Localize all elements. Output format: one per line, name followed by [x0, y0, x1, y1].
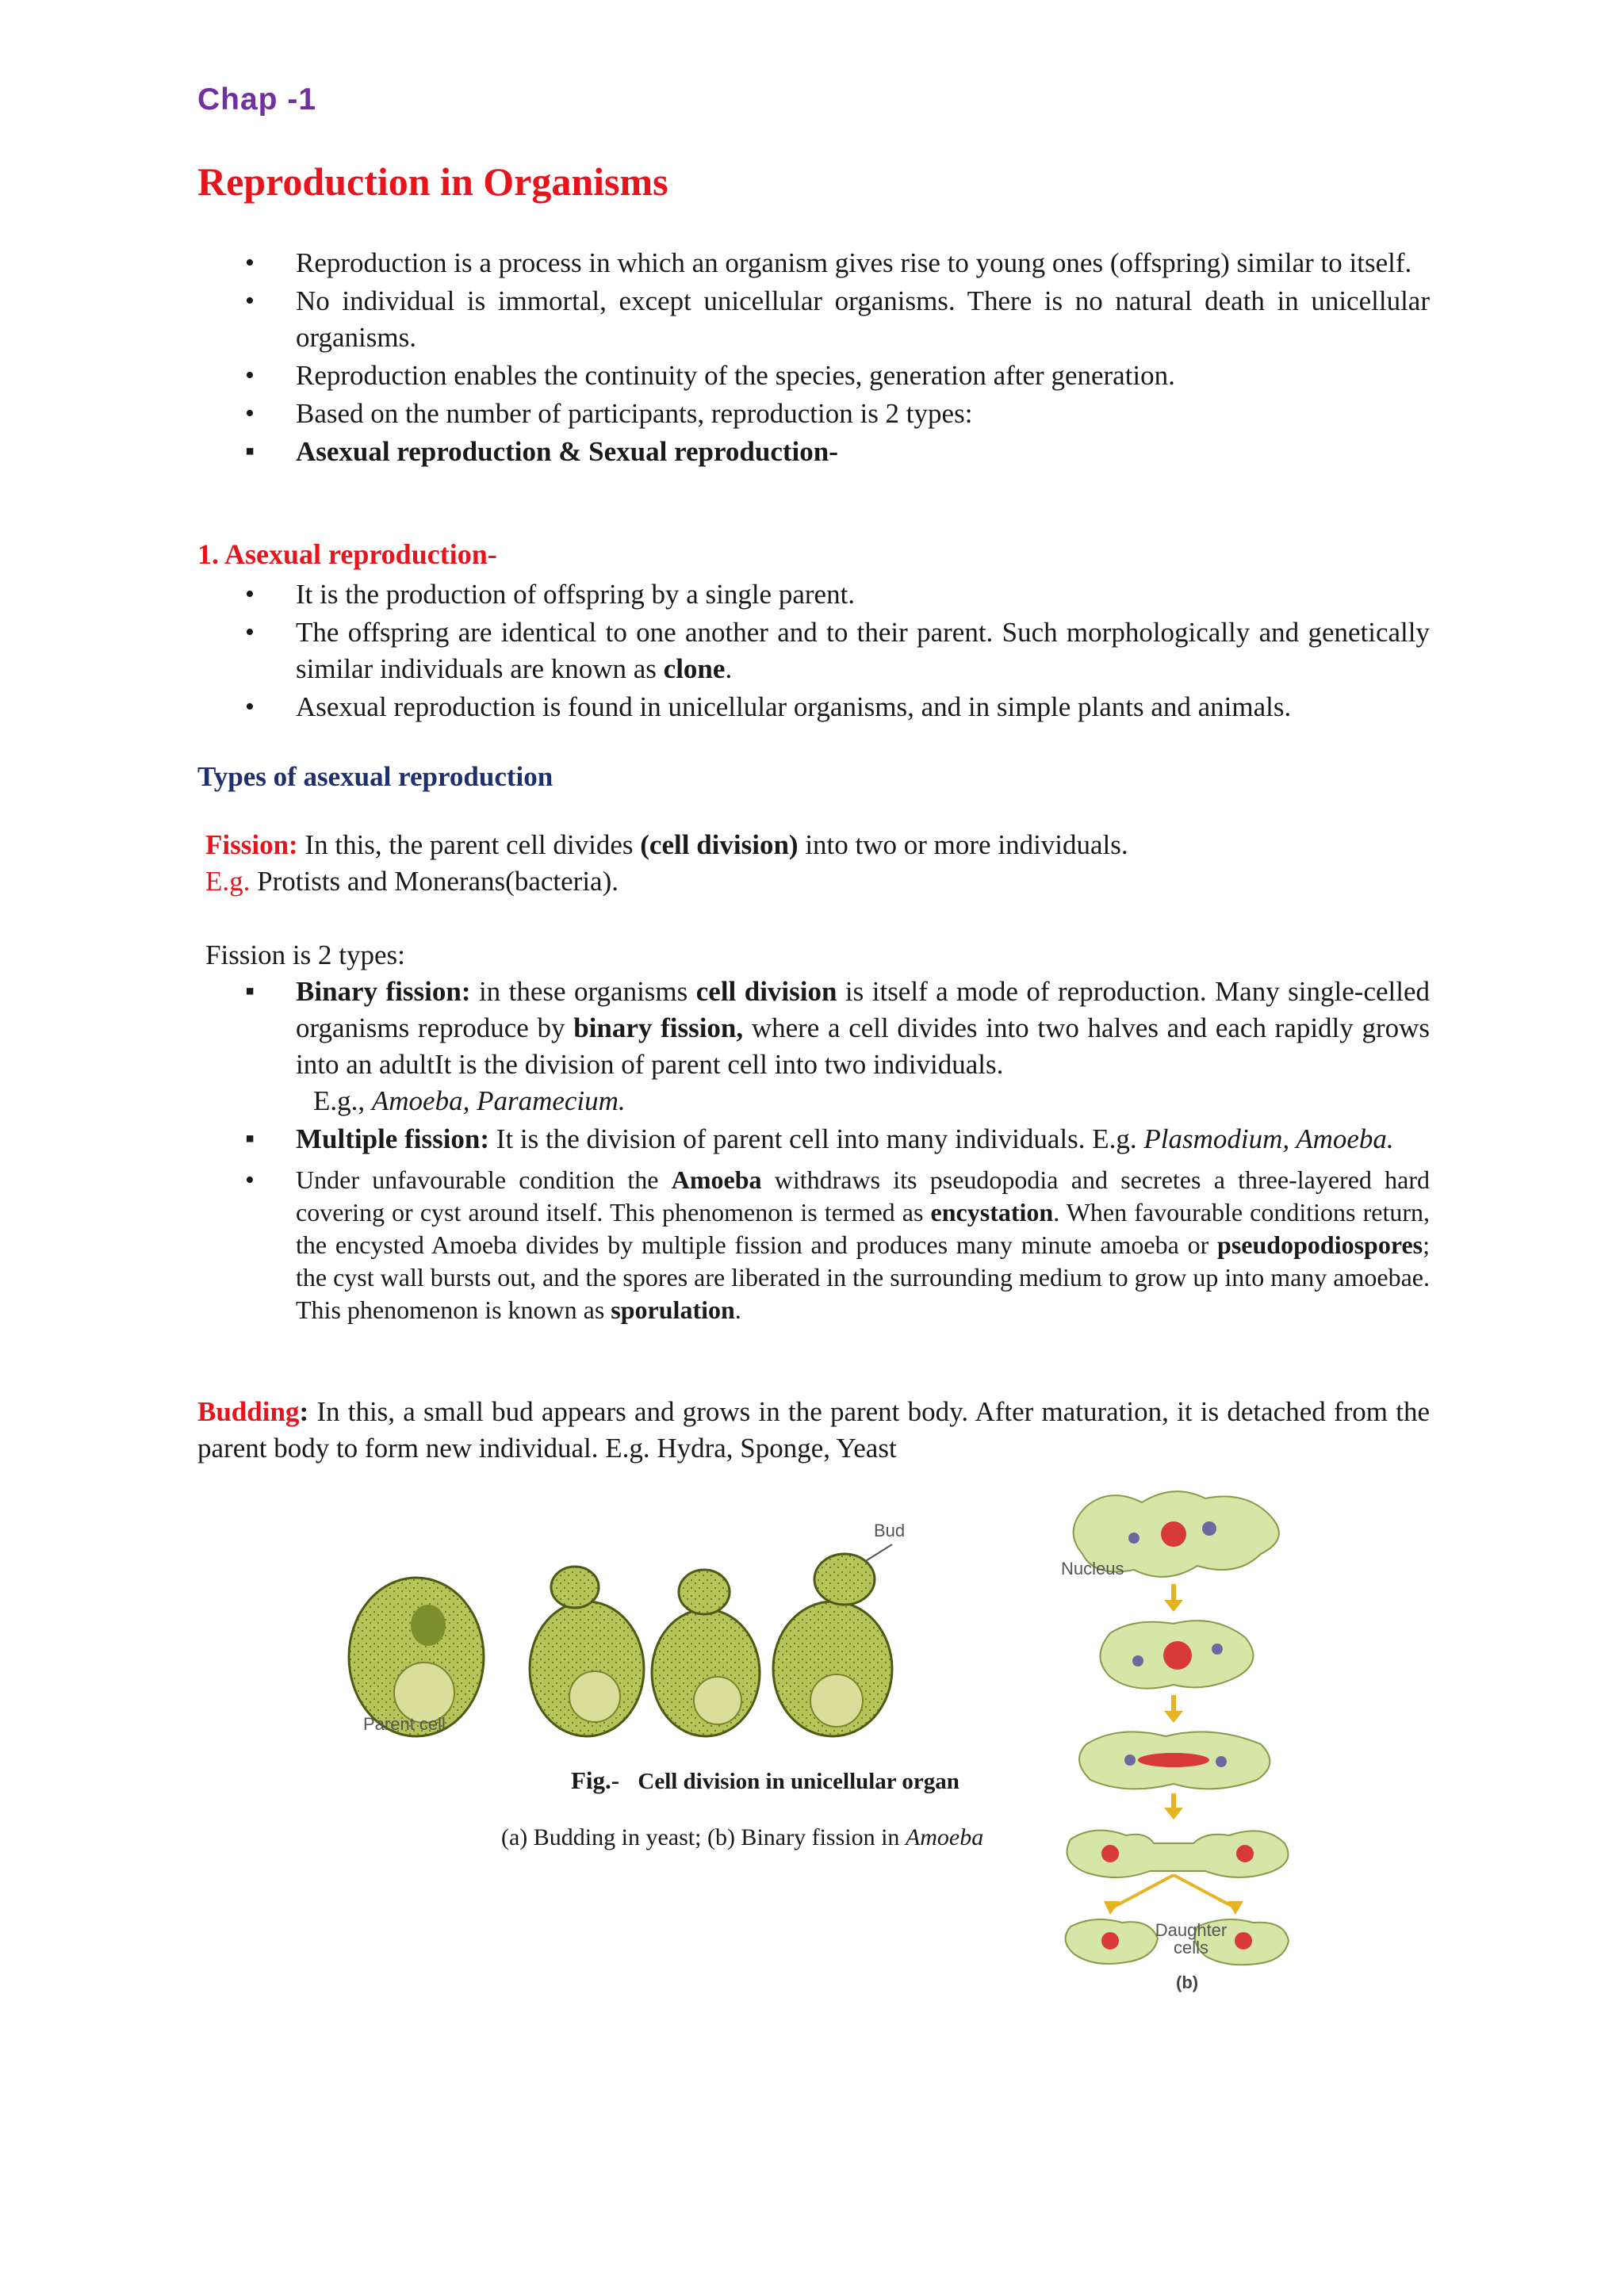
- encystation-term: encystation: [930, 1198, 1054, 1226]
- arrow-head-4a: [1104, 1901, 1120, 1915]
- intro-bullet-4: • Based on the number of participants, reproduction is 2 types:: [197, 396, 1430, 432]
- yeast-budding-figure: [325, 1506, 1039, 1744]
- amoeba-text-5: .: [734, 1295, 741, 1324]
- eg-text: Protists and Monerans(bacteria).: [250, 866, 619, 897]
- figure-caption: [571, 1766, 959, 1795]
- asexual-bullet-2-text: The offspring are identical to one another and to their parent. Such morphologically and genetically similar individuals are known as: [296, 617, 1430, 684]
- intro-bullet-2: • No individual is immortal, except unicellular organisms. There is no natural death in unicellular organisms.: [197, 283, 1430, 356]
- budding-text: In this, a small bud appears and grows in the parent body. After maturation, it is detached from the parent body to form new individual. E.g. Hydra, Sponge, Yeast: [197, 1396, 1430, 1464]
- asexual-bullet-2: [197, 614, 1430, 687]
- yeast-cell-1: [349, 1578, 484, 1736]
- amoeba-term: Amoeba: [671, 1165, 762, 1194]
- fission-text-a: In this, the parent cell divides: [297, 829, 641, 860]
- fission-paragraph: [205, 827, 1438, 900]
- figure-subcaption: [501, 1824, 983, 1851]
- binary-fission-term: Binary fission:: [296, 976, 471, 1007]
- figure-subcaption-text: (a) Budding in yeast; (b) Binary fission in: [501, 1824, 906, 1850]
- figure-title: Cell division in unicellular organ: [638, 1769, 959, 1794]
- binary-eg-examples: Amoeba, Paramecium.: [371, 1085, 626, 1116]
- fission-text-b: into two or more individuals.: [798, 829, 1128, 860]
- sporulation-term: sporulation: [611, 1295, 735, 1324]
- intro-bullet-5: ▪ Asexual reproduction & Sexual reproduction-: [197, 434, 1430, 470]
- amoeba-note-item: [197, 1164, 1430, 1326]
- parent-cell-label: Parent cell: [363, 1714, 446, 1734]
- page-title: Reproduction in Organisms: [197, 159, 668, 204]
- asexual-bullet-1: • It is the production of offspring by a single parent.: [197, 576, 1430, 613]
- amoeba-text-4: ; the cyst wall bursts out, and the spores are liberated in the surrounding medium to grow up into many amoebae. This phenomenon is known as: [296, 1230, 1430, 1324]
- binary-eg: [296, 1083, 1430, 1119]
- arrow-head-4b: [1228, 1901, 1243, 1915]
- yeast-cell-4: [773, 1544, 892, 1736]
- figure-b-label: (b): [1176, 1973, 1199, 1992]
- multiple-eg-examples: Plasmodium, Amoeba.: [1143, 1123, 1394, 1154]
- arrow-head-2: [1164, 1711, 1183, 1723]
- binary-fission-item: [197, 974, 1430, 1119]
- binary-bold-1: cell division: [695, 976, 837, 1007]
- amoeba-text-2: withdraws its pseudopodia and secretes a three-layered hard covering or cyst around itself. This phenomenon is termed as: [296, 1165, 1431, 1226]
- types-heading: Types of asexual reproduction: [197, 761, 553, 792]
- intro-section: [197, 245, 1430, 470]
- budding-colon: :: [299, 1396, 309, 1427]
- cell-division-term: (cell division): [640, 829, 799, 860]
- clone-term: clone: [663, 653, 726, 684]
- yeast-cell-2: [530, 1567, 644, 1736]
- chapter-label: Chap -1: [197, 82, 317, 117]
- multiple-fission-item: [197, 1121, 1430, 1158]
- amoeba-stage-4: [1067, 1831, 1289, 1877]
- asexual-bullet-3: • Asexual reproduction is found in unicellular organisms, and in simple plants and animals.: [197, 689, 1430, 725]
- binary-text-1: in these organisms: [470, 976, 696, 1007]
- multiple-text: It is the division of parent cell into many individuals. E.g.: [489, 1123, 1144, 1154]
- figure-label: Fig.-: [571, 1766, 620, 1794]
- eg-label: E.g.: [205, 866, 251, 897]
- fission-term: Fission:: [205, 829, 298, 860]
- binary-bold-2: binary fission,: [573, 1012, 744, 1043]
- binary-text-2: is itself a mode of reproduction. Many single-celled organisms reproduce by: [296, 976, 1430, 1043]
- yeast-cell-3: [652, 1570, 760, 1736]
- pseudopodiospores-term: pseudopodiospores: [1217, 1230, 1423, 1259]
- fission-line: [205, 827, 1438, 863]
- budding-paragraph: [197, 1394, 1430, 1467]
- intro-bullet-3: • Reproduction enables the continuity of the species, generation after generation.: [197, 358, 1430, 394]
- amoeba-text-1: Under unfavourable condition the: [296, 1165, 672, 1194]
- binary-eg-label: E.g.,: [313, 1085, 372, 1116]
- intro-bullet-1: • Reproduction is a process in which an organism gives rise to young ones (offspring) similar to itself.: [197, 245, 1430, 281]
- asexual-bullet-2-end: .: [725, 653, 733, 684]
- asexual-heading: 1. Asexual reproduction-: [197, 538, 497, 570]
- fission-types-line: Fission is 2 types:: [205, 939, 405, 970]
- arrow-head-3: [1164, 1808, 1183, 1820]
- asexual-section: [197, 576, 1430, 725]
- figure-subcaption-italic: Amoeba: [905, 1824, 984, 1850]
- fission-types-section: [197, 974, 1430, 1326]
- amoeba-stage-2: [1101, 1621, 1254, 1689]
- amoeba-text-3: . When favourable conditions return, the encysted Amoeba divides by multiple fission and produces many minute amoeba or: [296, 1198, 1431, 1259]
- amoeba-stage-3: [1079, 1732, 1270, 1789]
- nucleus-label: Nucleus: [1061, 1559, 1124, 1578]
- arrow-head-1: [1164, 1600, 1183, 1612]
- multiple-fission-term: Multiple fission:: [296, 1123, 490, 1154]
- budding-term: Budding: [197, 1396, 300, 1427]
- fission-eg-line: [205, 863, 1438, 900]
- bud-label: Bud: [874, 1521, 906, 1540]
- daughter-cells-label: Daughter cells: [1155, 1920, 1228, 1957]
- binary-text-3: where a cell divides into two halves and each rapidly grows into an adultIt is the division of parent cell into two individuals.: [296, 1012, 1430, 1080]
- arrow-4: [1114, 1875, 1233, 1907]
